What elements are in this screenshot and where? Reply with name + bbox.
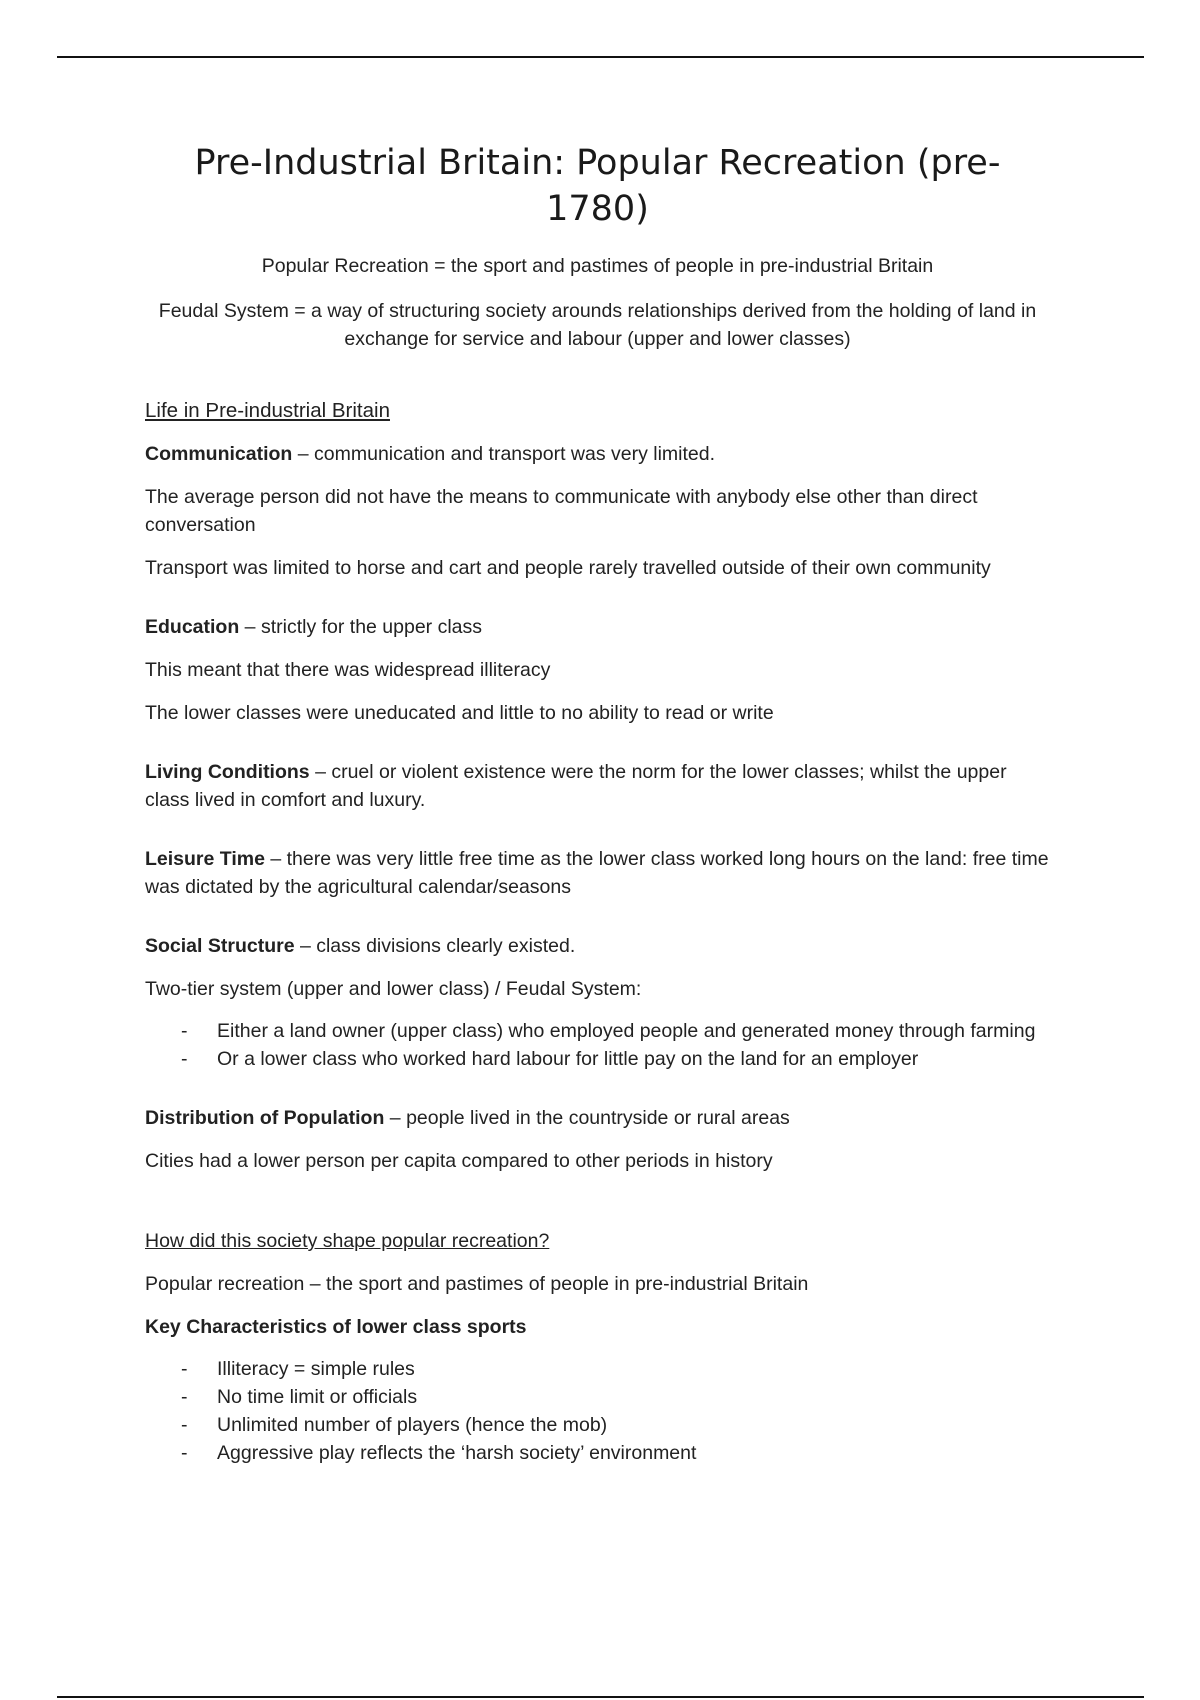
bullet-dash: - bbox=[181, 1442, 188, 1464]
paragraph-cities: Cities had a lower person per capita compared to other periods in history bbox=[145, 1150, 773, 1172]
paragraph-two-tier: Two-tier system (upper and lower class) / Feudal System: bbox=[145, 978, 642, 1000]
page-title: Pre-Industrial Britain: Popular Recreation (pre-1780) bbox=[194, 143, 1001, 229]
list-item bbox=[145, 1439, 1050, 1467]
bullet-dash: - bbox=[181, 1386, 188, 1408]
bullet-dash: - bbox=[181, 1414, 188, 1436]
bottom-rule bbox=[57, 1696, 1144, 1698]
list-item bbox=[145, 1383, 1050, 1411]
key-characteristics-list bbox=[145, 1355, 1050, 1467]
bullet-dash: - bbox=[181, 1020, 188, 1042]
paragraph-distribution bbox=[145, 1104, 1050, 1132]
text-social-structure: – class divisions clearly existed. bbox=[294, 935, 576, 957]
subheading-key-characteristics-text: Key Characteristics of lower class sports bbox=[145, 1316, 527, 1338]
definition-popular-recreation: Popular Recreation = the sport and pastimes of people in pre-industrial Britain bbox=[261, 255, 934, 277]
list-item bbox=[145, 1411, 1050, 1439]
paragraph-communication-detail: The average person did not have the means to communicate with anybody else other than direct conversation bbox=[145, 486, 978, 536]
paragraph-lower-classes: The lower classes were uneducated and little to no ability to read or write bbox=[145, 702, 774, 724]
paragraph-popular-recreation: Popular recreation – the sport and pastimes of people in pre-industrial Britain bbox=[145, 1273, 809, 1295]
list-item-text: Illiteracy = simple rules bbox=[217, 1358, 415, 1380]
top-rule bbox=[57, 56, 1144, 58]
bullet-dash: - bbox=[181, 1048, 188, 1070]
social-structure-list bbox=[145, 1017, 1050, 1073]
text-distribution: – people lived in the countryside or rural areas bbox=[384, 1107, 790, 1129]
list-item bbox=[145, 1045, 1050, 1073]
list-item-text: Either a land owner (upper class) who employed people and generated money through farming bbox=[217, 1020, 1036, 1042]
paragraph-education bbox=[145, 613, 1050, 641]
term-living-conditions: Living Conditions bbox=[145, 761, 310, 783]
paragraph-transport: Transport was limited to horse and cart and people rarely travelled outside of their own community bbox=[145, 557, 991, 579]
list-item bbox=[145, 1355, 1050, 1383]
list-item-text: Or a lower class who worked hard labour for little pay on the land for an employer bbox=[217, 1048, 919, 1070]
paragraph-living-conditions bbox=[145, 758, 1050, 814]
text-education: – strictly for the upper class bbox=[239, 616, 483, 638]
definition-feudal-system: Feudal System = a way of structuring society arounds relationships derived from the holding of land in exchange for service and labour (upper and lower classes) bbox=[158, 300, 1037, 350]
paragraph-social-structure bbox=[145, 932, 1050, 960]
list-item-text: Unlimited number of players (hence the mob) bbox=[217, 1414, 608, 1436]
text-communication: – communication and transport was very limited. bbox=[292, 443, 716, 465]
section-heading-life: Life in Pre-industrial Britain bbox=[145, 399, 390, 422]
paragraph-illiteracy: This meant that there was widespread illiteracy bbox=[145, 659, 551, 681]
list-item-text: Aggressive play reflects the ‘harsh society’ environment bbox=[217, 1442, 697, 1464]
text-living-conditions: – cruel or violent existence were the norm for the lower classes; whilst the upper class lived in comfort and luxury. bbox=[145, 761, 1007, 811]
paragraph-communication bbox=[145, 440, 1050, 468]
paragraph-leisure-time bbox=[145, 845, 1050, 901]
section-heading-shape: How did this society shape popular recreation? bbox=[145, 1230, 550, 1252]
term-distribution: Distribution of Population bbox=[145, 1107, 385, 1129]
subheading-key-characteristics bbox=[145, 1313, 1050, 1341]
bullet-dash: - bbox=[181, 1358, 188, 1380]
list-item-text: No time limit or officials bbox=[217, 1386, 418, 1408]
document-body bbox=[145, 140, 1050, 1467]
term-education: Education bbox=[145, 616, 240, 638]
text-leisure-time: – there was very little free time as the lower class worked long hours on the land: free time was dictated by the agricultural calendar/seasons bbox=[145, 848, 1049, 898]
term-social-structure: Social Structure bbox=[145, 935, 295, 957]
term-leisure-time: Leisure Time bbox=[145, 848, 265, 870]
list-item bbox=[145, 1017, 1050, 1045]
term-communication: Communication bbox=[145, 443, 293, 465]
